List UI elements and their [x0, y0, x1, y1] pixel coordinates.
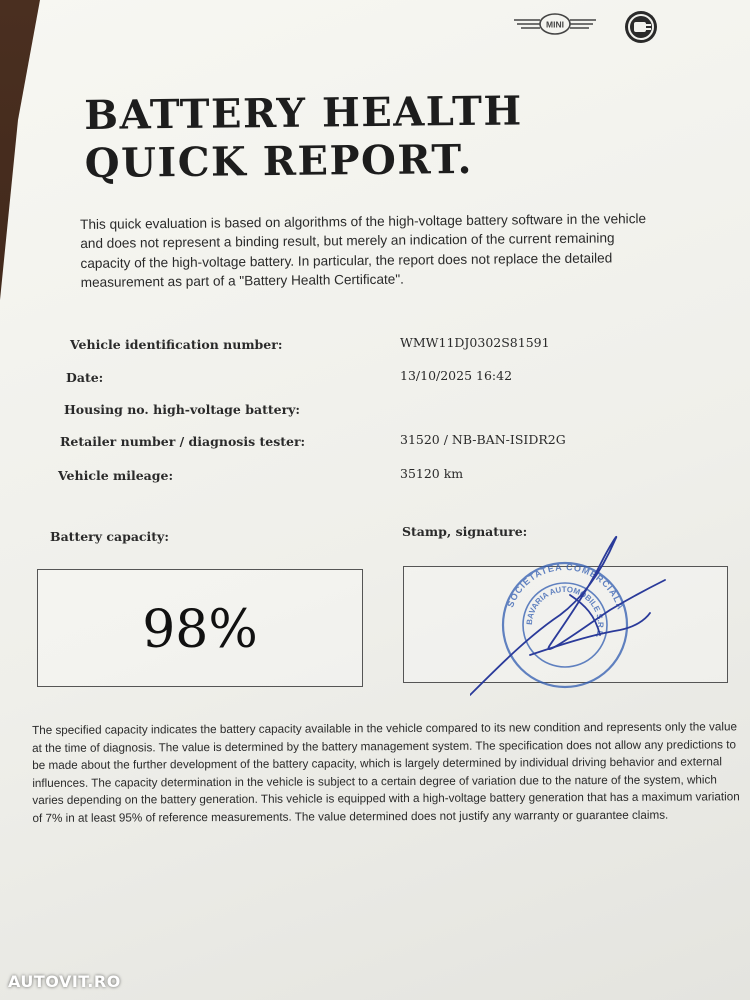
title-line-2: QUICK REPORT. [84, 135, 474, 187]
stamp-signature-label: Stamp, signature: [402, 524, 528, 539]
disclaimer-paragraph: The specified capacity indicates the battery capacity available in the vehicle compared to its new condition and represents only the value at the time of diagnosis. The value is determined by the battery management system. The specification does not allow any predictions to be made about the further development of the battery capacity, which is largely determined by individual driving behavior and external influences. The capacity determination in the vehicle is subject to a certain degree of variation due to the nature of the system, which varies depending on the battery generation. This vehicle is equipped with a high-voltage battery generation that has a maximum variation of 7% in at least 95% of reference measurements. The value determined does not justify any warranty or guarantee claims. [32, 720, 740, 825]
stamp-text-inner: BAVARIA AUTOMOBILE S.R.L. [524, 584, 606, 640]
capacity-box [37, 569, 363, 687]
autovit-watermark: AUTOVIT.RO [8, 972, 121, 991]
field-label: Vehicle identification number: [70, 337, 283, 352]
field-row-vin [70, 337, 282, 352]
stamp-seal [470, 535, 680, 705]
mini-logo-text: MINI [546, 19, 564, 30]
field-label: Retailer number / diagnosis tester: [60, 434, 306, 449]
field-value-retailer: 31520 / NB-BAN-ISIDR2G [400, 432, 566, 447]
capacity-value: 98% [142, 600, 258, 660]
field-label: Vehicle mileage: [58, 468, 174, 483]
report-title [84, 86, 645, 188]
field-value-vin: WMW11DJ0302S81591 [400, 335, 550, 350]
title-line-1: BATTERY HEALTH [84, 87, 523, 139]
field-value-date: 13/10/2025 16:42 [400, 368, 513, 383]
ev-plug-icon [622, 8, 660, 46]
signature-ink [470, 537, 665, 695]
field-row-date [66, 370, 103, 385]
battery-capacity-label: Battery capacity: [50, 529, 169, 544]
stamp-text-outer: SOCIETATEA COMERCIALĂ [505, 561, 626, 612]
field-row-retailer [60, 434, 305, 449]
field-label: Housing no. high-voltage battery: [64, 402, 301, 417]
intro-paragraph: This quick evaluation is based on algorithms of the high-voltage battery software in the vehicle and does not represent a binding result, but merely an indication of the current remaining capacity of the high-voltage battery. In particular, the report does not replace the detailed measurement as part of a "Battery Health Certificate". [80, 211, 647, 291]
mini-logo-icon [512, 12, 598, 38]
field-value-mileage: 35120 km [400, 466, 464, 481]
field-label: Date: [66, 370, 104, 385]
field-row-housing [64, 402, 300, 417]
field-row-mileage [58, 468, 173, 483]
